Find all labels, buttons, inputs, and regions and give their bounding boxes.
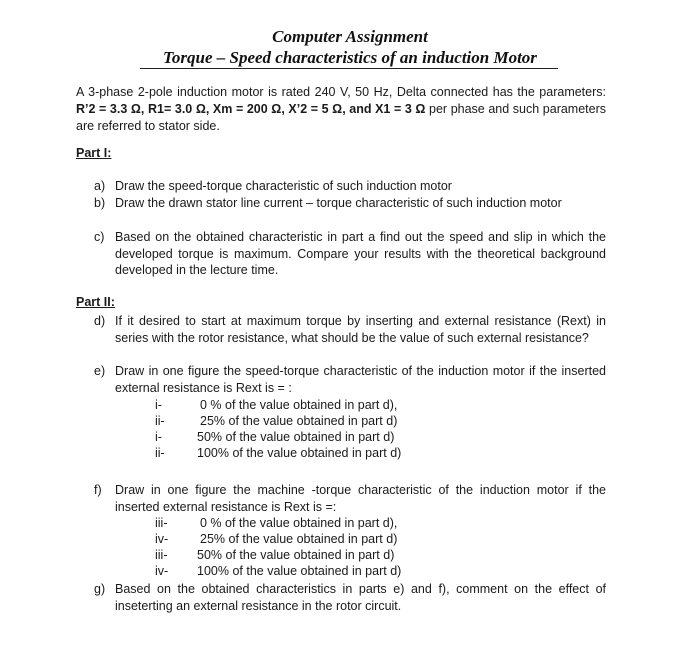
intro-text-post: per phase and such parameters are referred to stator side. xyxy=(76,102,607,133)
list-item-g xyxy=(94,581,606,614)
item-text: Draw the speed-torque characteristic of such induction motor xyxy=(115,179,452,193)
list-item-e xyxy=(94,363,606,396)
part2-heading: Part II: xyxy=(76,295,115,309)
sub-item-numeral: i- xyxy=(155,398,162,412)
item-text: Based on the obtained characteristics in parts e) and f), comment on the effect of inseterting an external resistance in the rotor circuit. xyxy=(115,582,606,613)
sub-item-value: 0 % of the value obtained in part d), xyxy=(200,516,398,530)
page-title: Computer Assignment xyxy=(272,27,428,46)
item-text: Draw in one figure the speed-torque characteristic of the induction motor if the inserted external resistance is Rext is = : xyxy=(115,364,606,395)
part1-heading: Part I: xyxy=(76,146,112,160)
sub-item-numeral: iv- xyxy=(155,564,169,578)
sub-item-numeral: ii- xyxy=(155,446,165,460)
sub-item-value: 50% of the value obtained in part d) xyxy=(197,430,395,444)
sub-item-value: 100% of the value obtained in part d) xyxy=(197,446,402,460)
sub-item-numeral: ii- xyxy=(155,414,165,428)
item-text: Draw the drawn stator line current – torque characteristic of such induction motor xyxy=(115,196,562,210)
list-item-f xyxy=(94,482,606,515)
item-label: e) xyxy=(94,364,106,378)
list-item-d xyxy=(94,313,606,346)
item-label: g) xyxy=(94,582,106,596)
sub-item-numeral: iii- xyxy=(155,516,168,530)
item-text: Draw in one figure the machine -torque characteristic of the induction motor if the inserted external resistance is Rext is =: xyxy=(115,483,606,514)
sub-item-value: 25% of the value obtained in part d) xyxy=(200,532,398,546)
list-item-b xyxy=(94,195,606,212)
sub-item-value: 100% of the value obtained in part d) xyxy=(197,564,402,578)
item-label: c) xyxy=(94,230,105,244)
page-subtitle: Torque – Speed characteristics of an induction Motor xyxy=(163,48,537,67)
intro-text-pre: A 3-phase 2-pole induction motor is rated 240 V, 50 Hz, Delta connected has the parameters: xyxy=(76,85,606,99)
list-item-c xyxy=(94,229,606,279)
sub-item-value: 25% of the value obtained in part d) xyxy=(200,414,398,428)
item-text: If it desired to start at maximum torque by inserting and external resistance (Rext) in series with the rotor resistance, what should be the value of such external resistance? xyxy=(115,314,606,345)
sub-item-numeral: iii- xyxy=(155,548,168,562)
item-label: b) xyxy=(94,196,106,210)
intro-paragraph xyxy=(76,84,606,135)
item-label: d) xyxy=(94,314,106,328)
intro-parameters: R’2 = 3.3 Ω, R1= 3.0 Ω, Xm = 200 Ω, X’2 = 5 Ω, and X1 = 3 Ω xyxy=(76,102,426,116)
item-text: Based on the obtained characteristic in part a find out the speed and slip in which the developed torque is maximum. Compare your results with the theoretical background developed in the lecture time. xyxy=(115,230,606,277)
sub-item-numeral: iv- xyxy=(155,532,169,546)
sub-item-numeral: i- xyxy=(155,430,162,444)
list-item-a xyxy=(94,178,606,195)
sub-item-value: 0 % of the value obtained in part d), xyxy=(200,398,398,412)
item-label: f) xyxy=(94,483,102,497)
item-label: a) xyxy=(94,179,106,193)
subtitle-underline xyxy=(140,68,558,69)
sub-item-value: 50% of the value obtained in part d) xyxy=(197,548,395,562)
